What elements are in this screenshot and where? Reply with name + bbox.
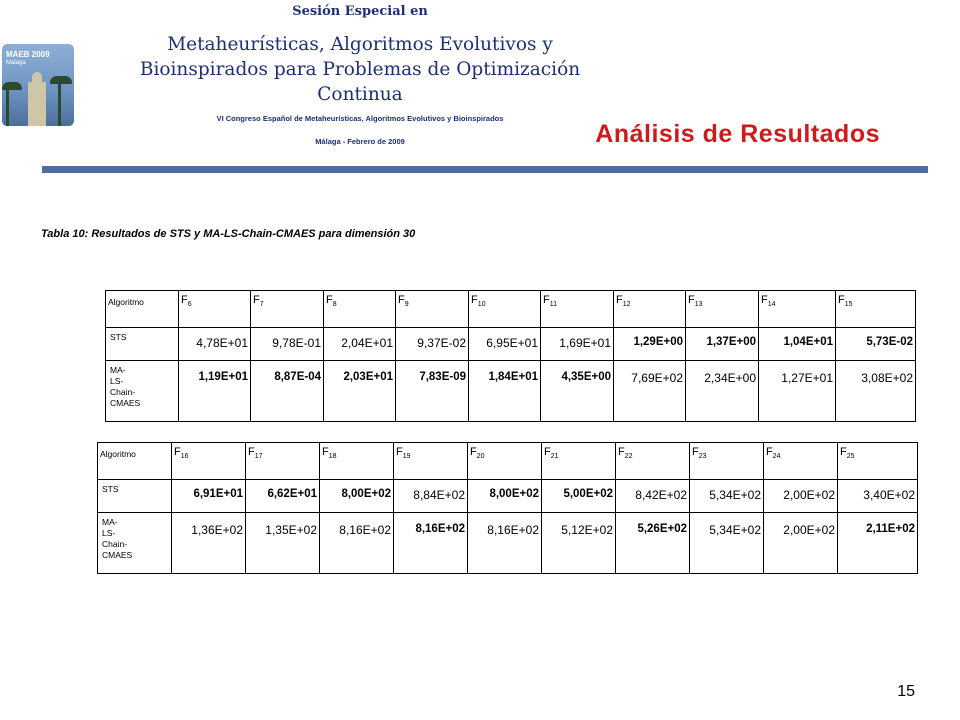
table-cell: 5,34E+02 — [690, 513, 764, 574]
table-cell: 2,11E+02 — [838, 513, 918, 574]
table-cell: 8,84E+02 — [394, 480, 468, 513]
column-header — [394, 443, 468, 480]
row-label: STS — [98, 480, 172, 513]
column-header-subscript: 25 — [846, 453, 855, 461]
column-header-subscript: 16 — [180, 453, 189, 461]
table-cell: 5,34E+02 — [690, 480, 764, 513]
table-cell: 1,35E+02 — [246, 513, 320, 574]
column-header-label: F — [618, 446, 625, 458]
session-title-line: Continua — [317, 84, 403, 105]
column-header — [251, 291, 324, 328]
column-header-label: Algoritmo — [108, 297, 144, 307]
table-header-row — [106, 291, 916, 328]
table-cell: 8,87E-04 — [251, 361, 324, 422]
column-header-label: F — [174, 446, 181, 458]
column-header-label: F — [688, 294, 695, 306]
session-title-line: Bioinspirados para Problemas de Optimización — [139, 59, 581, 80]
column-header-label: F — [544, 446, 551, 458]
column-header-subscript: 18 — [328, 453, 337, 461]
column-header-subscript: 10 — [477, 301, 486, 309]
table-cell: 8,16E+02 — [468, 513, 542, 574]
table-cell: 5,00E+02 — [542, 480, 616, 513]
column-header-label: F — [326, 294, 333, 306]
table-cell: 2,04E+01 — [324, 328, 396, 361]
table-cell: 3,08E+02 — [836, 361, 916, 422]
column-header-label: F — [471, 294, 478, 306]
table-row — [98, 513, 918, 574]
session-title-line: Metaheurísticas, Algoritmos Evolutivos y — [167, 34, 553, 55]
palm-leaves-icon — [2, 82, 22, 90]
column-header-subscript: 24 — [772, 453, 781, 461]
table-cell: 8,42E+02 — [616, 480, 690, 513]
column-header — [614, 291, 686, 328]
table-cell: 1,69E+01 — [541, 328, 614, 361]
column-header-subscript: 6 — [187, 301, 192, 309]
column-header-label: F — [181, 294, 188, 306]
column-header-subscript: 12 — [622, 301, 631, 309]
table-cell: 2,00E+02 — [764, 480, 838, 513]
page-number: 15 — [897, 683, 915, 700]
table-cell: 6,95E+01 — [469, 328, 541, 361]
session-title — [100, 32, 620, 107]
table-caption: Tabla 10: Resultados de STS y MA-LS-Chain-CMAES para dimensión 30 — [41, 228, 416, 240]
column-header-label: F — [543, 294, 550, 306]
table-header-row — [98, 443, 918, 480]
column-header-label: Algoritmo — [100, 449, 136, 459]
tower-icon — [28, 82, 46, 126]
table-cell: 1,37E+00 — [686, 328, 759, 361]
column-header — [686, 291, 759, 328]
table-cell: 2,34E+00 — [686, 361, 759, 422]
table-cell: 3,40E+02 — [838, 480, 918, 513]
table-cell: 2,03E+01 — [324, 361, 396, 422]
table-cell: 7,69E+02 — [614, 361, 686, 422]
column-header-label: F — [253, 294, 260, 306]
table-cell: 2,00E+02 — [764, 513, 838, 574]
palm-tree-icon — [58, 80, 61, 126]
column-header-subscript: 7 — [259, 301, 264, 309]
column-header — [469, 291, 541, 328]
table-cell: 1,19E+01 — [179, 361, 251, 422]
table-cell: 5,26E+02 — [616, 513, 690, 574]
logo-title: MAEB 2009 — [6, 50, 50, 59]
column-header — [764, 443, 838, 480]
column-header-label: F — [248, 446, 255, 458]
column-header — [838, 443, 918, 480]
row-label: MA- LS- Chain- CMAES — [98, 513, 172, 574]
table-cell: 9,37E-02 — [396, 328, 469, 361]
column-header — [542, 443, 616, 480]
maeb-logo — [2, 44, 74, 126]
column-header — [616, 443, 690, 480]
table-cell: 1,84E+01 — [469, 361, 541, 422]
column-header — [172, 443, 246, 480]
column-header — [468, 443, 542, 480]
column-header-subscript: 13 — [694, 301, 703, 309]
column-header — [179, 291, 251, 328]
column-header — [759, 291, 836, 328]
table-cell: 1,04E+01 — [759, 328, 836, 361]
column-header-subscript: 21 — [550, 453, 559, 461]
congress-date: Málaga - Febrero de 2009 — [315, 137, 405, 146]
column-header-label: F — [761, 294, 768, 306]
column-header — [324, 291, 396, 328]
column-header — [320, 443, 394, 480]
table-cell: 4,35E+00 — [541, 361, 614, 422]
table-cell: 9,78E-01 — [251, 328, 324, 361]
table-cell: 7,83E-09 — [396, 361, 469, 422]
column-header-algorithm — [106, 291, 179, 328]
table-cell: 1,27E+01 — [759, 361, 836, 422]
column-header-algorithm — [98, 443, 172, 480]
column-header-subscript: 22 — [624, 453, 633, 461]
column-header-subscript: 14 — [767, 301, 776, 309]
table-cell: 8,16E+02 — [394, 513, 468, 574]
table-row — [106, 361, 916, 422]
congress-name: VI Congreso Español de Metaheurísticas, Algoritmos Evolutivos y Bioinspirados — [216, 114, 504, 123]
column-header-subscript: 20 — [476, 453, 485, 461]
row-label: STS — [106, 328, 179, 361]
palm-leaves-icon — [50, 76, 72, 84]
column-header-label: F — [396, 446, 403, 458]
row-label: MA- LS- Chain- CMAES — [106, 361, 179, 422]
column-header-subscript: 19 — [402, 453, 411, 461]
table-cell: 1,36E+02 — [172, 513, 246, 574]
column-header-label: F — [470, 446, 477, 458]
column-header-label: F — [840, 446, 847, 458]
session-label: Sesión Especial en — [292, 4, 428, 19]
column-header-label: F — [398, 294, 405, 306]
column-header-subscript: 15 — [844, 301, 853, 309]
column-header-subscript: 23 — [698, 453, 707, 461]
table-cell: 6,62E+01 — [246, 480, 320, 513]
table-cell: 1,29E+00 — [614, 328, 686, 361]
table-cell: 5,73E-02 — [836, 328, 916, 361]
column-header-label: F — [692, 446, 699, 458]
column-header — [690, 443, 764, 480]
table-cell: 8,00E+02 — [320, 480, 394, 513]
table-row — [98, 480, 918, 513]
results-table-f16-f25 — [97, 442, 918, 574]
column-header-subscript: 8 — [332, 301, 337, 309]
column-header-label: F — [766, 446, 773, 458]
header-divider — [42, 166, 928, 173]
table-cell: 8,00E+02 — [468, 480, 542, 513]
column-header-subscript: 11 — [549, 301, 558, 309]
tower-dome-icon — [32, 72, 42, 82]
column-header-subscript: 9 — [404, 301, 409, 309]
slide-title: Análisis de Resultados — [595, 120, 880, 148]
column-header — [836, 291, 916, 328]
column-header-label: F — [616, 294, 623, 306]
table-cell: 8,16E+02 — [320, 513, 394, 574]
results-table-f6-f15 — [105, 290, 916, 422]
table-cell: 5,12E+02 — [542, 513, 616, 574]
column-header — [541, 291, 614, 328]
column-header-label: F — [838, 294, 845, 306]
column-header — [246, 443, 320, 480]
table-cell: 6,91E+01 — [172, 480, 246, 513]
table-cell: 4,78E+01 — [179, 328, 251, 361]
palm-tree-icon — [6, 86, 9, 126]
table-row — [106, 328, 916, 361]
column-header — [396, 291, 469, 328]
column-header-subscript: 17 — [254, 453, 263, 461]
column-header-label: F — [322, 446, 329, 458]
logo-subtitle: Málaga — [6, 60, 26, 66]
